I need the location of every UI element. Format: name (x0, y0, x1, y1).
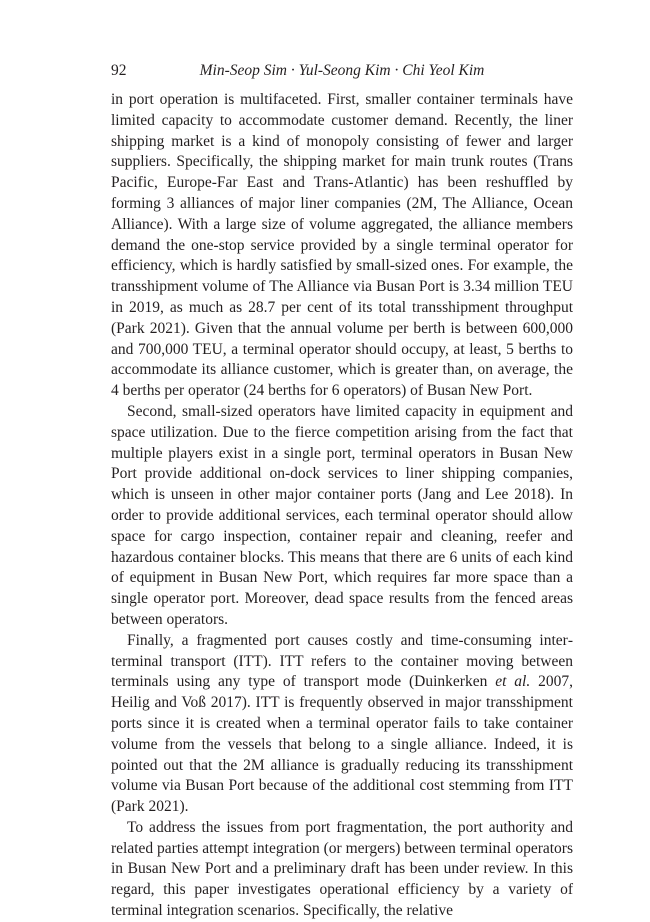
page-number: 92 (111, 62, 127, 79)
paragraph-1: in port operation is multifaceted. First, smaller container terminals have limited capacity to accommodate customer demand. Recently, the liner shipping market is a kind of monopoly consisting of fewer and larger suppliers. Specifically, the shipping market for main trunk routes (Trans Pacific, Europe-Far East and Trans-Atlantic) has been reshuffled by forming 3 alliances of major liner companies (2M, The Alliance, Ocean Alliance). With a large size of volume aggregated, the alliance members demand the one-stop service provided by a single terminal operator for efficiency, which is hardly satisfied by small-sized ones. For example, the transshipment volume of The Alliance via Busan Port is 3.34 million TEU in 2019, as much as 28.7 per cent of its total transshipment throughput (Park 2021). Given that the annual volume per berth is between 600,000 and 700,000 TEU, a terminal operator should occupy, at least, 5 berths to accommodate its alliance customer, which is greater than, on average, the 4 berths per operator (24 berths for 6 operators) of Busan New Port. (111, 91, 573, 400)
paragraph-4: To address the issues from port fragmentation, the port authority and related parties attempt integration (or mergers) between terminal operators in Busan New Port and a preliminary draft has been under review. In this regard, this paper investigates operational efficiency by a variety of terminal integration scenarios. Specifically, the relative (111, 818, 573, 920)
page-header (111, 62, 573, 86)
paragraph-3-part-1: Finally, a fragmented port causes costly and time-consuming interterminal transport (ITT). ITT refers to the container moving between terminals using any type of transport mode (Duinkerken (111, 631, 573, 691)
paragraph-3-part-2: 2007, Heilig and Voß 2017). ITT is frequently observed in major transshipment ports since it is created when a terminal operator fails to take container volume from the vessels that belong to a single alliance. Indeed, it is pointed out that the 2M alliance is gradually reducing its transshipment volume via Busan Port because of the additional cost stemming from ITT (Park 2021). (111, 673, 573, 816)
body-text (111, 90, 573, 922)
paragraph-2: Second, small-sized operators have limited capacity in equipment and space utilization. Due to the fierce competition arising from the fact that multiple players exist in a single port, terminal operators in Busan New Port provide additional on-dock services to liner shipping companies, which is unseen in other major container ports (Jang and Lee 2018). In order to provide additional services, each terminal operator should allow space for cargo inspection, container repair and cleaning, reefer and hazardous container blocks. This means that there are 6 units of each kind of equipment in Busan New Port, which requires far more space than a single operator port. Moreover, dead space results from the fenced areas between operators. (111, 402, 573, 628)
running-head-authors: Min-Seop Sim · Yul-Seong Kim · Chi Yeol Kim (199, 62, 485, 79)
citation-et-al: et al. (495, 673, 531, 691)
paragraph-3 (111, 631, 573, 818)
